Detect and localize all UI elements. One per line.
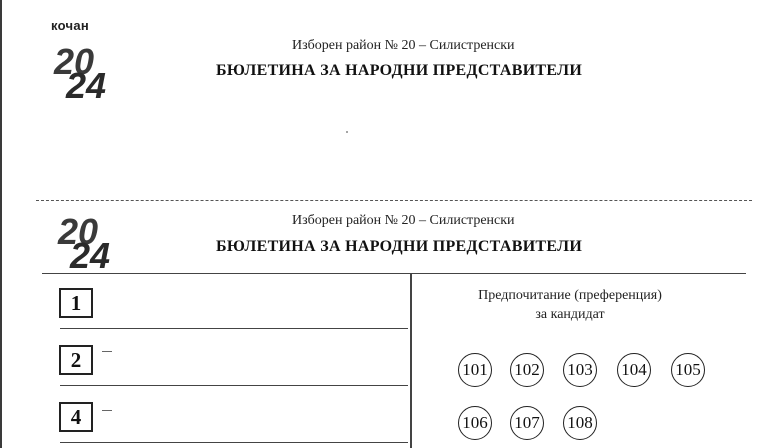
preference-circle-107: 107 <box>510 406 544 440</box>
counterfoil-label: кочан <box>51 18 90 33</box>
ballot-top-rule <box>42 273 746 274</box>
preference-circle-105: 105 <box>671 353 705 387</box>
preference-circle-108: 108 <box>563 406 597 440</box>
logo-top-digits: 20 <box>54 41 95 82</box>
preference-circle-104: 104 <box>617 353 651 387</box>
preference-circle-102: 102 <box>510 353 544 387</box>
ballot-election-2024-logo <box>56 210 126 268</box>
party-number-box: 2 <box>59 345 93 375</box>
perforation-line <box>36 200 752 201</box>
party-row-rule <box>60 385 408 386</box>
party-row-rule <box>60 328 408 329</box>
preference-circle-106: 106 <box>458 406 492 440</box>
preference-title <box>440 286 700 324</box>
paper-speck <box>346 131 348 133</box>
ballot-title: БЮЛЕТИНА ЗА НАРОДНИ ПРЕДСТАВИТЕЛИ <box>216 238 583 255</box>
election-2024-logo <box>52 40 122 98</box>
page-left-edge <box>0 0 2 448</box>
preference-title-line1: Предпочитание (преференция) <box>478 288 662 303</box>
preference-title-line2: за кандидат <box>535 307 605 322</box>
preference-circle-103: 103 <box>563 353 597 387</box>
row-mark <box>102 351 112 352</box>
counterfoil-title: БЮЛЕТИНА ЗА НАРОДНИ ПРЕДСТАВИТЕЛИ <box>216 62 583 79</box>
ballot-logo-top-digits: 20 <box>58 211 99 252</box>
ballot-logo-bottom-digits: 24 <box>70 235 111 268</box>
logo-bottom-digits: 24 <box>66 65 107 98</box>
counterfoil-district: Изборен район № 20 – Силистренски <box>292 38 515 53</box>
ballot-column-divider <box>410 273 412 448</box>
party-row-rule <box>60 442 408 443</box>
party-number-box: 1 <box>59 288 93 318</box>
party-number-box: 4 <box>59 402 93 432</box>
row-mark <box>102 410 112 411</box>
ballot-district: Изборен район № 20 – Силистренски <box>292 213 515 228</box>
preference-circle-101: 101 <box>458 353 492 387</box>
